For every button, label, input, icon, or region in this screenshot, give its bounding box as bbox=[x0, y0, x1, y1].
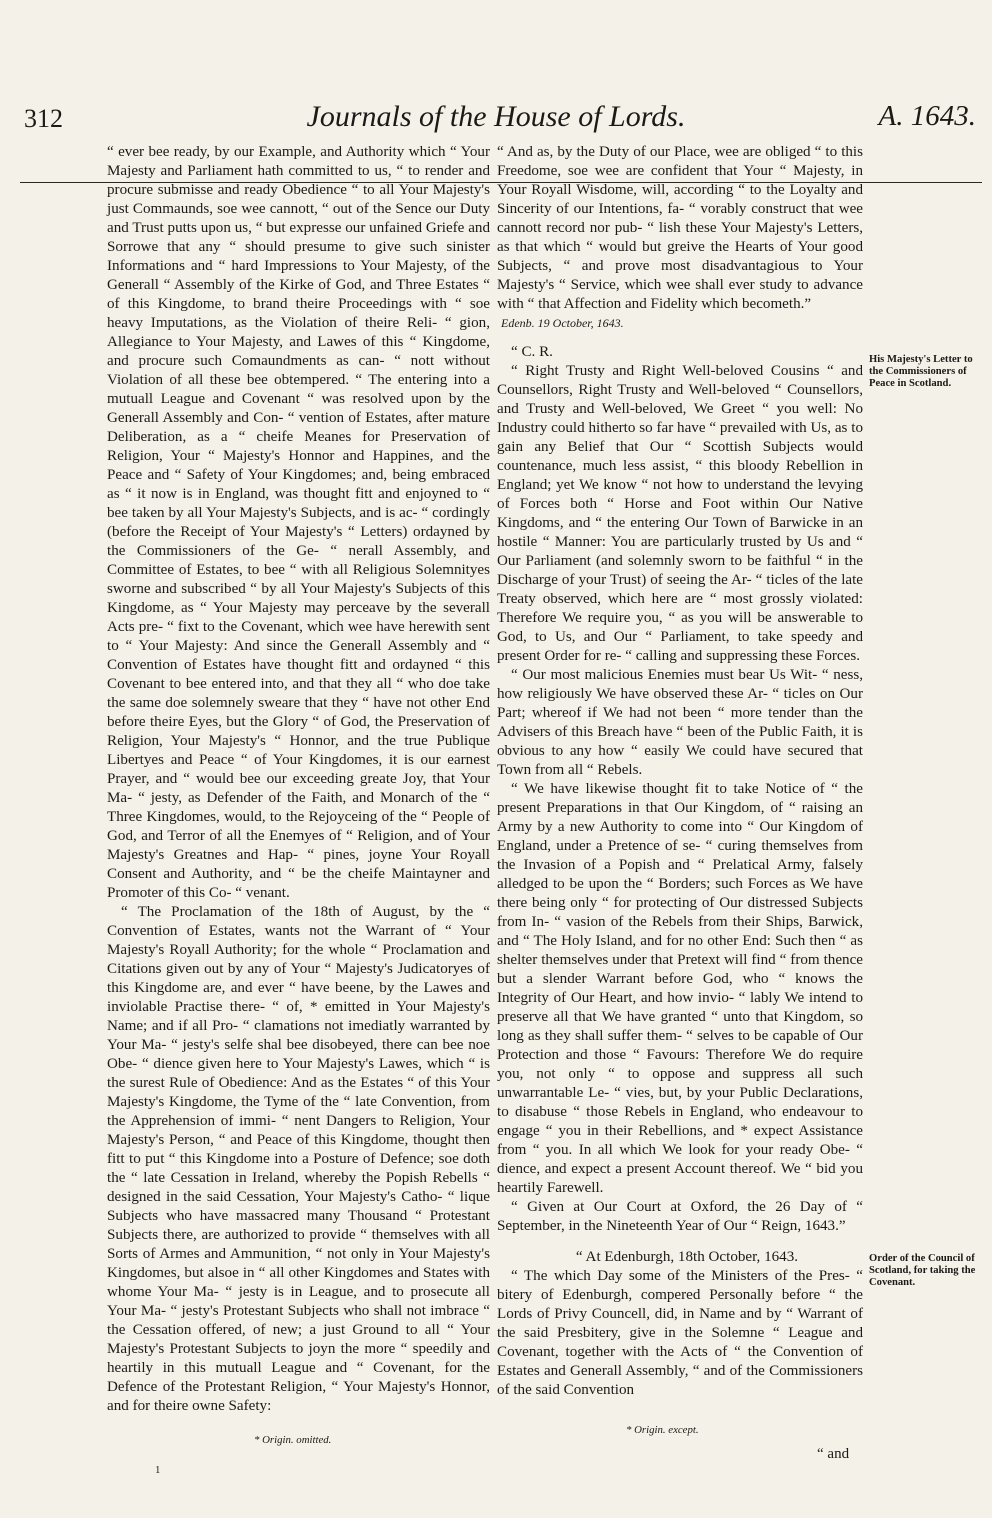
page-number: 312 bbox=[24, 104, 63, 133]
running-title: Journals of the House of Lords. bbox=[306, 100, 686, 133]
side-note-order-council: Order of the Council of Scotland, for taking the Covenant. bbox=[869, 1253, 976, 1288]
left-column bbox=[107, 143, 490, 1416]
letter-paragraph-2: “ Our most malicious Enemies must bear Us Wit- “ ness, how religiously We have observed these Ar- “ ticles on Our Part; whereof if We had not been “ more tender than the Advisers of this Breach have “ been of the Public Faith, it is obvious to any how “ easily We could have secured that Town from all “ Rebels. bbox=[497, 667, 863, 778]
page-year: A. 1643. bbox=[878, 100, 976, 132]
letter-paragraph-3: “ We have likewise thought fit to take Notice of “ the present Preparations in that Our Kingdom, of “ raising an Army by a new Authority to come into “ Our Kingdom of England, under a Pretence of se- “ curing themselves from the Invasion of a Popish and “ Prelatical Army, falsely alledged to be upon the “ Borders; such Forces as We have there being only “ for protecting of Our distressed Subjects from In- “ vasion of the Rebels from their Ships, Barwick, and “ The Holy Island, and for no other End: Such then “ as shelter themselves under that Pretext will find “ from thence but a slender Warrant before God, who “ knows the Integrity of Our Heart, and how invio- “ lably We intend to preserve all that We have granted “ unto that Kingdom, so long as they shall suffer them- “ selves to be capable of Our Protection and those “ Favours: Therefore We do require you, not only “ to oppose and suppress all such unwarrantable Le- “ vies, but, by your Public Declarations, to disabuse “ those Rebels in England, who endeavour to engage “ you in their Rebellions, and * expect Assistance from “ you. In all which We look for your ready Obe- “ dience, and expect a present Account thereof. We “ bid you heartily Farewell. bbox=[497, 781, 863, 1196]
letter-paragraph-1: “ Right Trusty and Right Well-beloved Cousins “ and Counsellors, Right Trusty and Well-beloved “ Counsellors, and Trusty and Well-beloved, We Greet “ you well: No Industry could hitherto so far have “ prevailed with Us, as to gain any Belief that Our “ Scottish Subjects would countenance, much less assist, “ this bloody Rebellion in England; yet We know “ not how to understand the levying of Forces both “ Horse and Foot within Our Native Kingdoms, and “ the entering Our Town of Barwicke in an hostile “ Manner: You are particularly trusted by Us and “ Our Parliament (and solemnly sworn to be faithful “ in the Discharge of your Trust) of seeing the Ar- “ ticles of the late Treaty observed, which here are “ most grossly violated: Therefore We require you, “ as you will be answerable to God, to Us, and Our “ Parliament, to take speedy and present Order for re- “ calling and suppressing these Forces. bbox=[497, 363, 863, 664]
right-paragraph-1: “ And as, by the Duty of our Place, wee are obliged “ to this Freedome, soe wee are confident that Your “ Majesty, in Your Royall Wisdome, will, according “ to the Loyalty and Sincerity of our Intentions, fa- “ vorably construct that wee cannott record nor pub- “ lish these Your Majesty's Letters, as that which “ would but greive the Hearts of Your good Subjects, “ and prove most disadvantagious to Your Majesty's “ Service, which wee shall ever study to advance with “ that Affection and Fidelity which becometh.” bbox=[497, 144, 863, 312]
letter-given-at: “ Given at Our Court at Oxford, the 26 Day of “ September, in the Nineteenth Year of Our “ Reign, 1643.” bbox=[497, 1199, 863, 1234]
right-column bbox=[497, 143, 863, 1400]
date-edenb: Edenb. 19 October, 1643. bbox=[501, 316, 624, 330]
side-note-majesty-letter: His Majesty's Letter to the Commissioners of Peace in Scotland. bbox=[869, 354, 973, 389]
letter-salutation-cr: “ C. R. bbox=[511, 344, 553, 360]
catchword: “ and bbox=[817, 1446, 850, 1462]
left-paragraph-2: “ The Proclamation of the 18th of August, by the “ Convention of Estates, wants not the Warrant of “ Your Majesty's Royall Authority; for the whole “ Proclamation and Citations given out by any of Your “ Majesty's Judicatoryes of this Kingdome are, and ever “ have beene, by the Lawes and inviolable Practise there- “ of, * emitted in Your Majesty's Name; and if all Pro- “ clamations not imediatly warranted by Your Ma- “ jesty's selfe shal bee disobeyed, there can bee noe Obe- “ dience given here to Your Majesty's Lawes, which “ is the surest Rule of Obedience: And as the Estates “ of this Your Majesty's Kingdome, the Tyme of the “ late Convention, from the Apprehension of immi- “ nent Dangers to Religion, Your Majesty's Person, “ and Peace of this Kingdome, thought then fitt to put “ this Kingdome into a Posture of Defence; soe doth the “ late Cessation in Ireland, whereby the Popish Rebells “ designed in the said Cessation, Your Majesty's Catho- “ lique Subjects who have massacred many Thousand “ Protestant Subjects there, are authorized to provide “ themselves with all Sorts of Armes and Ammunition, “ not only in Your Majesty's Kingdomes, but alsoe in “ all other Kingdomes and States with whome Your Ma- “ jesty is in League, and to prosecute all Your Ma- “ jesty's Protestant Subjects who shall not imbrace “ the Cessation offered, of new; a just Ground to all “ Your Majesty's Protestant Subjects to joyn the more “ speedily and heartily in this mutuall League and “ Covenant, for the Defence of the Protestant Religion, “ Your Majesty's Honnor, and for theire owne Safety: bbox=[107, 904, 490, 1414]
right-footnote: * Origin. except. bbox=[626, 1424, 699, 1436]
signature-mark: 1 bbox=[155, 1464, 161, 1476]
order-paragraph: “ The which Day some of the Ministers of the Pres- “ bitery of Edenburgh, compered Personally before “ the Lords of Privy Councell, did, in Name and by “ Warrant of the said Presbitery, give in the Solemne “ League and Covenant, together with the Acts of “ the Convention of Estates and Generall Assembly, “ and of the Commissioners of the said Convention bbox=[497, 1268, 863, 1398]
date-edenburgh: “ At Edenburgh, 18th October, 1643. bbox=[575, 1249, 799, 1265]
page-header bbox=[0, 72, 992, 133]
left-footnote: * Origin. omitted. bbox=[254, 1434, 332, 1446]
left-paragraph-1: “ ever bee ready, by our Example, and Authority which “ Your Majesty and Parliament hath committed to us, “ to render and procure submisse and ready Obedience “ to all Your Majesty's just Commaunds, soe wee cannott, “ out of the Sence our Duty and Trust putts upon us, “ but expresse our unfained Griefe and Sorrowe that any “ should presume to give such sinister Informations and “ hard Impressions to Your Majesty, of the Generall “ Assembly of the Kirke of God, and Three Estates “ of this Kingdome, to brand theire Proceedings with “ soe heavy Imputations, as the Violation of theire Reli- “ gion, Allegiance to Your Majesty, and Lawes of this “ Kingdome, and procure such Comaundments as can- “ nott without Violation of all these bee obtempered. “ The entering into a mutuall League and Covenant “ was resolved upon by the Generall Assembly and Con- “ vention of Estates, after mature Deliberation, as a “ cheife Meanes for Preservation of Religion, Your “ Majesty's Honnor and Happines, and the Peace and “ Safety of Your Kingdomes; and, being embraced as “ it now is in England, was thought fitt and enjoyned to “ bee taken by all Your Majesty's Subjects, and is ac- “ cordingly (before the Receipt of Your Majesty's “ Letters) ordayned by the Commissioners of the Ge- “ nerall Assembly, and Committee of Estates, to bee “ with all Religious Solemnityes sworne and subscribed “ by all Your Majesty's Subjects of this Kingdome, as “ Your Majesty may perceave by the severall Acts pre- “ fixt to the Covenant, which wee have herewith sent to “ Your Majesty: And since the Generall Assembly and “ Convention of Estates have thought fitt and ordayned “ this Covenant to bee entered into, and that they all “ who doe take the same doe solemnely sweare that they “ have not other End before theire Eyes, but the Glory “ of God, the Preservation of Religion, Your Majesty's “ Honnor, and the true Publique Libertyes and Peace “ of Your Kingdomes, it is our earnest Prayer, and “ would bee our exceeding greate Joy, that Your Ma- “ jesty, as Defender of the Faith, and Monarch of the “ Three Kingdomes, would, to the Rejoyceing of the “ People of God, and Terror of all the Enemyes of “ Religion, and of Your Majesty's Greatnes and Hap- “ pines, joyne Your Royall Consent and Authority, and “ be the cheife Maintayner and Promoter of this Co- “ venant. bbox=[107, 144, 490, 901]
